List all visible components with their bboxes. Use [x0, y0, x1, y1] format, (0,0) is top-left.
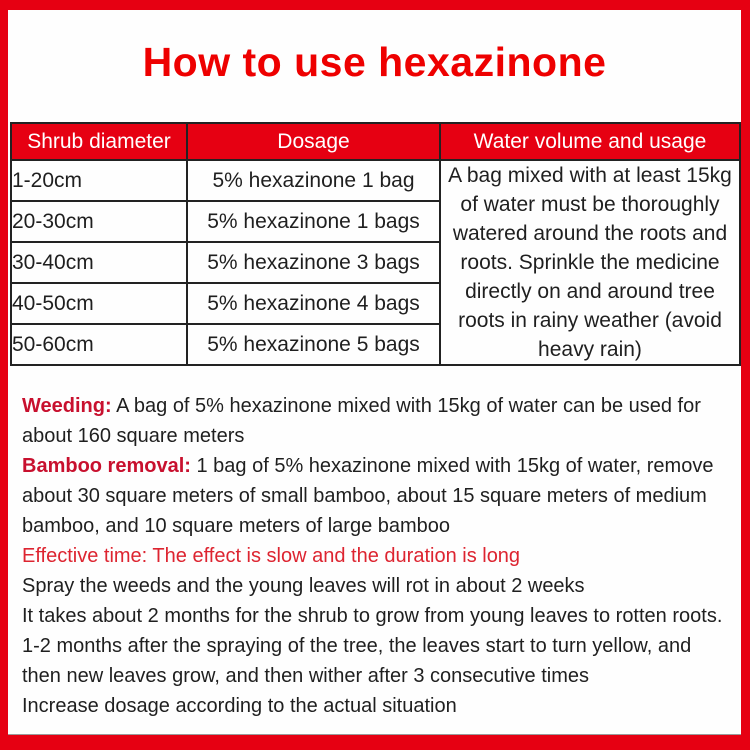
note-effective-time: Effective time: The effect is slow and the duration is long — [22, 545, 521, 567]
dosage-table — [10, 122, 741, 366]
usage-notes — [22, 391, 727, 721]
water-usage-cell: A bag mixed with at least 15kg of water must be thoroughly watered around the roots and roots. Sprinkle the medicine directly on and around tree roots in rainy weather (avoid heavy rain) — [440, 160, 740, 365]
header-shrub-diameter: Shrub diameter — [11, 123, 187, 160]
note-one-two-months: 1-2 months after the spraying of the tree, the leaves start to turn yellow, and then new leaves grow, and then wither after 3 consecutive times — [22, 635, 692, 687]
diameter-cell: 20-30cm — [11, 201, 187, 242]
diameter-cell: 50-60cm — [11, 324, 187, 365]
dosage-cell: 5% hexazinone 1 bags — [187, 201, 440, 242]
weeding-label: Weeding: — [22, 395, 112, 417]
dosage-cell: 5% hexazinone 4 bags — [187, 283, 440, 324]
note-spray: Spray the weeds and the young leaves will rot in about 2 weeks — [22, 575, 585, 597]
dosage-cell: 5% hexazinone 5 bags — [187, 324, 440, 365]
diameter-cell: 1-20cm — [11, 160, 187, 201]
header-water-volume: Water volume and usage — [440, 123, 740, 160]
bamboo-removal-label: Bamboo removal: — [22, 455, 191, 477]
note-weeding — [22, 391, 727, 451]
page-title: How to use hexazinone — [142, 39, 607, 85]
note-bamboo-removal — [22, 451, 727, 541]
note-two-months: It takes about 2 months for the shrub to grow from young leaves to rotten roots. — [22, 605, 723, 627]
diameter-cell: 30-40cm — [11, 242, 187, 283]
header-dosage: Dosage — [187, 123, 440, 160]
note-increase-dosage: Increase dosage according to the actual situation — [22, 695, 457, 717]
note-text: 1 bag of 5% hexazinone mixed with 15kg of water, remove about 30 square meters of small bamboo, about 15 square meters of medium bamboo, and 10 square meters of large bamboo — [22, 455, 714, 537]
dosage-cell: 5% hexazinone 1 bag — [187, 160, 440, 201]
table-row — [11, 160, 740, 201]
note-text: A bag of 5% hexazinone mixed with 15kg of water can be used for about 160 square meters — [22, 395, 701, 447]
dosage-cell: 5% hexazinone 3 bags — [187, 242, 440, 283]
table-header-row — [11, 123, 740, 160]
diameter-cell: 40-50cm — [11, 283, 187, 324]
